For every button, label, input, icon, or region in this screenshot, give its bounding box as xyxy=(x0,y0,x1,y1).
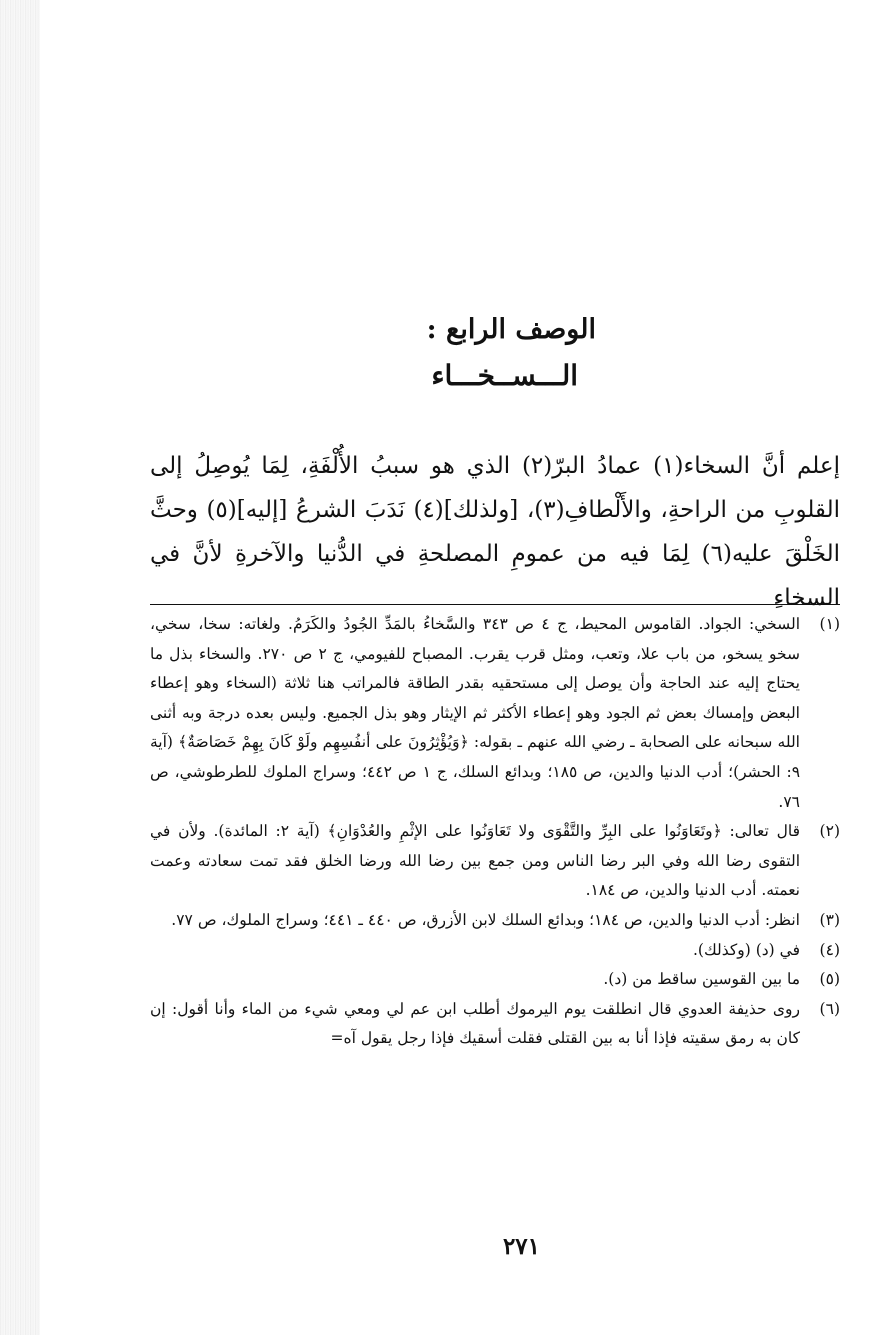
footnote-5 xyxy=(150,965,840,995)
main-paragraph: إعلم أنَّ السخاء(١) عمادُ البرّ(٢) الذي هو سببُ الأُلْفَةِ، لِمَا يُوصِلُ إلى القلوبِ من الراحةِ، والأَلْطافِ(٣)، [ولذلك](٤) نَدَبَ الشرعُ [إليه](٥) وحثَّ الخَلْقَ عليه(٦) لِمَا فيه من عمومِ المصلحةِ في الدُّنيا والآخرةِ لأنَّ في السخاءِ xyxy=(150,453,841,611)
footnote-number: (٤) xyxy=(819,940,840,959)
page-number: ٢٧١ xyxy=(502,1233,540,1260)
footnotes-list xyxy=(150,610,840,1054)
section-subheading: الـــســخـــاء xyxy=(431,359,578,392)
footnote-number: (٢) xyxy=(819,822,840,841)
footnote-6 xyxy=(150,995,840,1054)
footnote-text: السخي: الجواد. القاموس المحيط، ج ٤ ص ٣٤٣ والسَّخاءُ بالمَدِّ الجُودُ والكَرَمُ. ولغاته: سخا، سخي، سخو يسخو، من باب علا، وتعب، ومثل قرب يقرب. المصباح للفيومي، ج ٢ ص ٢٧٠. والسخاء بذل ما يحتاج إليه عند الحاجة وأن يوصل إلى مستحقيه بقدر الطاقة فالمراتب هنا ثلاثة (السخاء وهو إعطاء البعض وإمساك بعض ثم الجود وهو إعطاء الأكثر ثم الإيثار وهو بذل الجميع. وليس بعده درجة وبه أثنى الله سبحانه على الصحابة ـ رضي الله عنهم ـ بقوله: ﴿وَيُؤْثِرُونَ على أنفُسِهِم ولَوْ كَانَ بِهِمْ خَصَاصَةٌ﴾ (آية ٩: الحشر)؛ أدب الدنيا والدين، ص ١٨٥؛ وبدائع السلك، ج ١ ص ٤٤٢؛ وسراج الملوك للطرطوشي، ص ٧٦. xyxy=(150,615,801,811)
footnote-number: (٣) xyxy=(819,910,840,929)
footnote-2 xyxy=(150,817,840,906)
footnote-text: في (د) (وكذلك). xyxy=(693,940,800,959)
footnote-separator xyxy=(150,604,840,605)
footnote-3 xyxy=(150,906,840,936)
footnote-text: قال تعالى: ﴿وتَعَاوَنُوا على البِرِّ والتَّقْوَى ولا تَعَاوَنُوا على الإثْمِ والعُدْوَانِ﴾ (آية ٢: المائدة). ولأن في التقوى رضا الله وفي البر رضا الناس ومن جمع بين رضا الله ورضا الخلق فقد تمت سعادته وعمت نعمته. أدب الدنيا والدين، ص ١٨٤. xyxy=(150,822,800,900)
footnote-text: روى حذيفة العدوي قال انطلقت يوم اليرموك أطلب ابن عم لي ومعي شيء من الماء وأنا أقول: إن كان به رمق سقيته فإذا أنا به بين القتلى فقلت أسقيك فإذا رجل يقول آه= xyxy=(150,999,800,1048)
section-heading: الوصف الرابع : xyxy=(426,314,596,345)
footnote-text: ما بين القوسين ساقط من (د). xyxy=(603,970,800,989)
footnote-number: (٥) xyxy=(819,970,840,989)
scan-edge-shadow xyxy=(0,0,40,1335)
footnote-4 xyxy=(150,936,840,966)
footnote-text: انظر: أدب الدنيا والدين، ص ١٨٤؛ وبدائع السلك لابن الأزرق، ص ٤٤٠ ـ ٤٤١؛ وسراج الملوك، ص ٧٧. xyxy=(171,910,800,929)
footnote-number: (٦) xyxy=(819,999,840,1018)
book-page xyxy=(150,0,840,1335)
footnote-number: (١) xyxy=(819,615,840,633)
footnote-1 xyxy=(150,610,840,817)
